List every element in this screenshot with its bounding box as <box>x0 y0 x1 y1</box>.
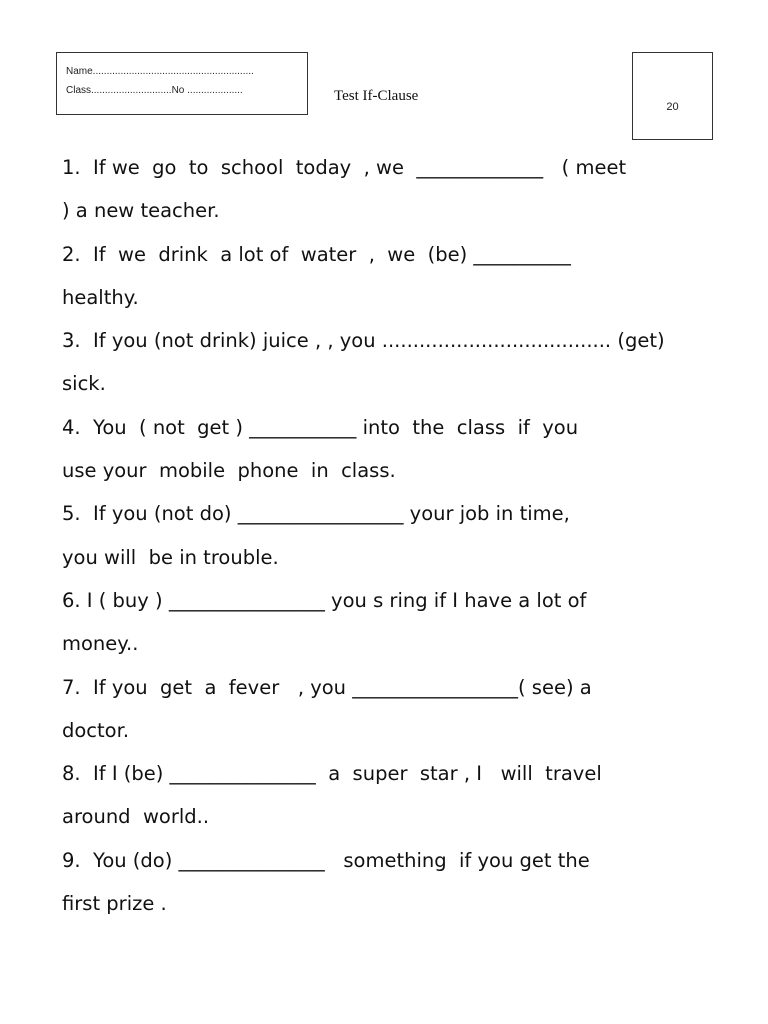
student-info-box <box>56 52 308 115</box>
question-line: 2. If we drink a lot of water , we (be) __________ <box>62 242 571 266</box>
question-line: 7. If you get a fever , you _________________( see) a <box>62 675 592 699</box>
question-line: 8. If I (be) _______________ a super star , I will travel <box>62 762 602 786</box>
question-line: 3. If you (not drink) juice , , you ..................................... (get) <box>62 329 665 353</box>
name-field: Name.......................................................... <box>66 66 254 77</box>
question-continuation: use your mobile phone in class. <box>62 459 396 483</box>
question-continuation: you will be in trouble. <box>62 545 279 569</box>
question-continuation: money.. <box>62 632 139 656</box>
question-item <box>62 752 712 839</box>
question-line: 1. If we go to school today , we _____________ ( meet <box>62 156 627 179</box>
question-continuation: healthy. <box>62 285 139 309</box>
class-number-field: Class.............................No .................... <box>66 85 243 96</box>
question-item <box>62 319 712 406</box>
total-score: 20 <box>666 101 679 113</box>
question-item <box>62 579 712 666</box>
question-continuation: ) a new teacher. <box>62 199 220 223</box>
question-item <box>62 406 712 493</box>
question-line: 6. I ( buy ) ________________ you s ring if I have a lot of <box>62 588 587 612</box>
question-continuation: around world.. <box>62 805 210 829</box>
question-line: 4. You ( not get ) ___________ into the class if you <box>62 415 579 439</box>
question-item <box>62 839 712 926</box>
question-item <box>62 666 712 753</box>
question-line: 5. If you (not do) _________________ your job in time, <box>62 502 570 526</box>
question-item <box>62 233 712 320</box>
question-line: 9. You (do) _______________ something if you get the <box>62 848 590 872</box>
question-continuation: sick. <box>62 372 106 396</box>
test-title: Test If-Clause <box>334 88 419 104</box>
question-continuation: doctor. <box>62 718 130 742</box>
question-item <box>62 146 712 233</box>
question-item <box>62 492 712 579</box>
question-list <box>62 146 712 925</box>
score-box <box>632 52 713 140</box>
question-continuation: first prize . <box>62 892 167 916</box>
